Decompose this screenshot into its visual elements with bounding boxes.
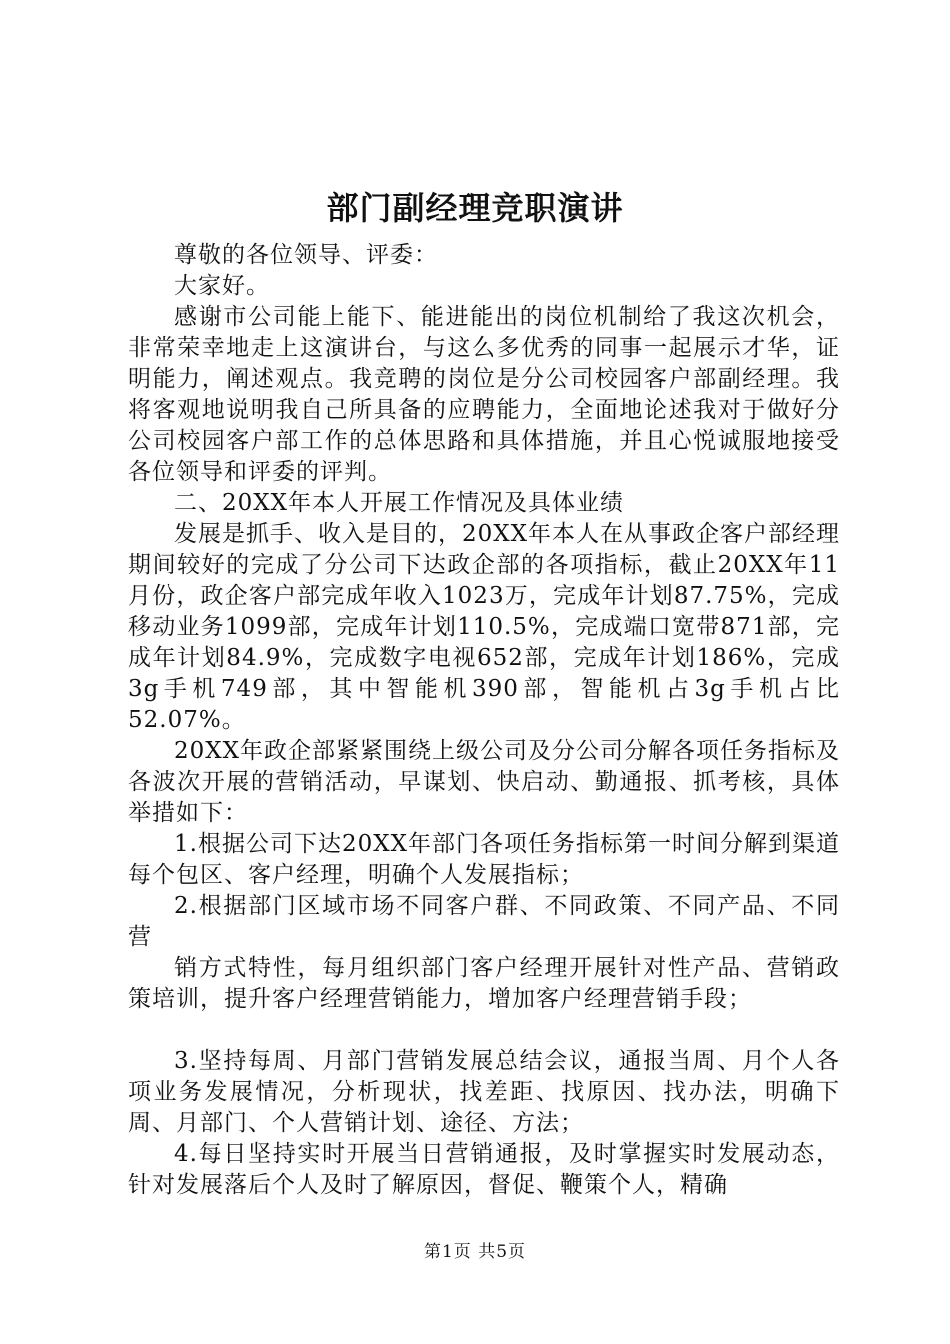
measure-item-3: 3.坚持每周、月部门营销发展总结会议，通报当周、月个人各项业务发展情况，分析现状，找差距、找原因、找办法，明确下周、月部门、个人营销计划、途径、方法；	[128, 1048, 840, 1136]
measure-item-2: 2.根据部门区域市场不同客户群、不同政策、不同产品、不同营	[128, 893, 840, 950]
paragraph-measures-intro: 20XX年政企部紧紧围绕上级公司及分公司分解各项任务指标及各波次开展的营销活动，早谋划、快启动、勤通报、抓考核，具体举措如下：	[128, 738, 841, 826]
measure-item-1: 1.根据公司下达20XX年部门各项任务指标第一时间分解到渠道每个包区、客户经理，明确个人发展指标；	[128, 831, 840, 888]
greeting: 尊敬的各位领导、评委：	[174, 242, 438, 268]
paragraph-performance: 发展是抓手、收入是目的，20XX年本人在从事政企客户部经理期间较好的完成了分公司下达政企部的各项指标，截止20XX年11月份，政企客户部完成年收入1023万，完成年计划87.75%，完成移动业务1099部，完成年计划110.5%，完成端口宽带871部，完成年计划84.9%，完成数字电视652部，完成年计划186%，完成3g手机749部，其中智能机390部，智能机占3g手机占比52.07%。	[128, 521, 841, 733]
page-title: 部门副经理竞职演讲	[326, 189, 624, 227]
section-heading: 二、20XX年本人开展工作情况及具体业绩	[174, 490, 625, 516]
blank-line	[128, 1015, 840, 1046]
measure-item-2-continued: 销方式特性，每月组织部门客户经理开展针对性产品、营销政策培训，提升客户经理营销能力，增加客户经理营销手段；	[128, 955, 840, 1012]
paragraph-intro: 感谢市公司能上能下、能进能出的岗位机制给了我这次机会，非常荣幸地走上这演讲台，与这么多优秀的同事一起展示才华，证明能力，阐述观点。我竞聘的岗位是分公司校园客户部副经理。我将客观地说明我自己所具备的应聘能力，全面地论述我对于做好分公司校园客户部工作的总体思路和具体措施，并且心悦诚服地接受各位领导和评委的评判。	[128, 304, 840, 485]
salutation: 大家好。	[174, 273, 270, 299]
page-footer: 第1页 共5页	[423, 1242, 527, 1262]
speech-body	[128, 240, 840, 1201]
measure-item-4: 4.每日坚持实时开展当日营销通报，及时掌握实时发展动态，针对发展落后个人及时了解原因，督促、鞭策个人，精确	[128, 1141, 840, 1198]
